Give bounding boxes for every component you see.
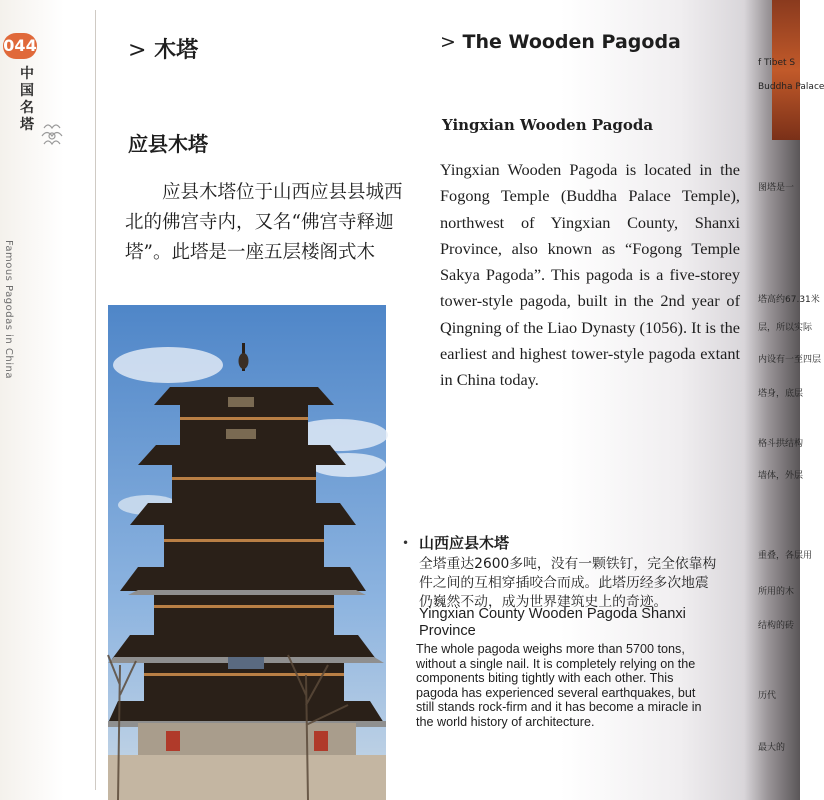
next-page-fragment: 格斗拱结构 xyxy=(758,439,804,449)
next-page-fragment: 所用的木 xyxy=(758,587,795,597)
next-page-fragment: 塔身，底层 xyxy=(758,389,804,399)
chevron-right-icon: > xyxy=(128,38,147,63)
caption-body-cn: 全塔重达2600多吨，没有一颗铁钉，完全依靠构件之间的互相穿插咬合而成。此塔历经多次地震仍巍然不动，成为世界建筑史上的奇迹。 xyxy=(419,556,717,610)
article-heading-en: Yingxian Wooden Pagoda xyxy=(442,116,654,134)
section-title-en-text: The Wooden Pagoda xyxy=(462,31,681,53)
section-title-en xyxy=(440,31,681,53)
next-page-fragment: Buddha Palace xyxy=(758,82,824,92)
next-page-fragment: 最大的 xyxy=(758,743,786,753)
article-heading-cn: 应县木塔 xyxy=(128,132,208,156)
caption-title-cn: 山西应县木塔 xyxy=(419,534,510,552)
next-page-fragment: 图塔是一 xyxy=(758,183,795,193)
next-page-edge xyxy=(752,0,824,800)
next-page-fragment: 墙体，外层 xyxy=(758,471,804,481)
chevron-right-icon: > xyxy=(440,31,456,53)
book-title-en: Famous Pagodas in China xyxy=(3,240,14,379)
caption-body-en: The whole pagoda weighs more than 5700 tons, without a single nail. It is completely relying on the components biting tightly with each other. This pagoda has experienced several earthquakes, but still stands rock-firm and it has become a miracle in the world history of architecture. xyxy=(416,642,702,729)
next-page-fragment: 历代 xyxy=(758,691,777,701)
next-page-fragment: 结构的砖 xyxy=(758,621,795,631)
next-page-fragment: f Tibet S xyxy=(758,58,796,68)
page-number-badge: 044 xyxy=(3,33,37,59)
section-title-cn xyxy=(128,33,198,64)
book-title-cn: 中国名塔 xyxy=(20,66,34,133)
next-page-fragment: 重叠，各层用 xyxy=(758,551,813,561)
caption-title-en: Yingxian County Wooden Pagoda Shanxi Province xyxy=(419,606,686,639)
section-title-cn-text: 木塔 xyxy=(154,38,199,63)
margin-rule xyxy=(95,10,96,790)
next-page-fragment: 层，所以实际 xyxy=(758,323,813,333)
article-body-en: Yingxian Wooden Pagoda is located in the Fogong Temple (Buddha Palace Temple), northwest of Yingxian County, Shanxi Province, also known as “Fogong Temple Sakya Pagoda”. This pagoda is a five-storey tower-style pagoda, built in the 2nd year of Qingning of the Liao Dynasty (1056). It is the earliest and highest tower-style pagoda extant in China today. xyxy=(440,160,740,390)
caption-bullet: • xyxy=(402,536,410,550)
pagoda-photo xyxy=(108,305,386,800)
article-body-cn: 应县木塔位于山西应县县城西北的佛宫寺内，又名“佛宫寺释迦塔”。此塔是一座五层楼阁式木 xyxy=(125,182,403,263)
next-page-fragment: 内设有一至四层 xyxy=(758,355,822,365)
cloud-icon xyxy=(40,118,64,154)
next-page-fragment: 塔高约67.31米 xyxy=(758,295,820,305)
